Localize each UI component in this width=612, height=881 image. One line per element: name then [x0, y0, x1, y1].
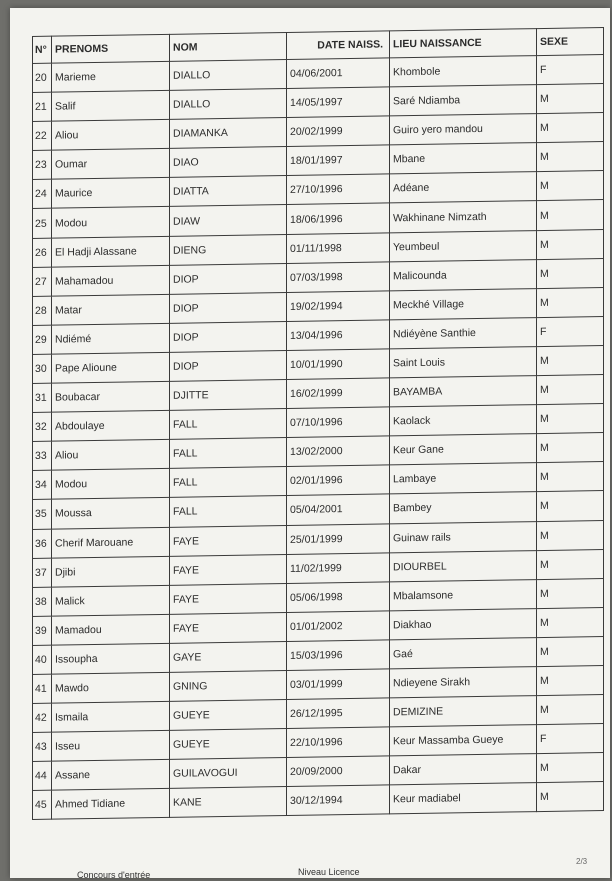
cell-sexe: M [537, 491, 604, 521]
cell-date: 20/02/1999 [287, 116, 390, 147]
cell-num: 21 [33, 92, 52, 121]
cell-sexe: M [537, 753, 604, 783]
page-number: 2/3 [576, 857, 588, 866]
cell-num: 40 [33, 645, 52, 674]
cell-nom: DIOP [170, 350, 287, 381]
cell-num: 25 [33, 209, 52, 238]
cell-prenom: Boubacar [52, 381, 170, 412]
cell-prenom: Oumar [52, 149, 170, 180]
col-header-num: N° [33, 36, 52, 63]
cell-date: 18/01/1997 [287, 145, 390, 176]
cell-prenom: Malick [52, 585, 170, 616]
cell-lieu: Guinaw rails [390, 521, 537, 552]
cell-date: 05/06/1998 [287, 582, 390, 613]
cell-prenom: Salif [52, 90, 170, 121]
cell-num: 39 [33, 616, 52, 645]
cell-num: 24 [33, 180, 52, 209]
cell-lieu: DEMIZINE [390, 696, 537, 727]
cell-nom: DIALLO [170, 89, 287, 120]
cell-sexe: F [537, 55, 604, 85]
cell-date: 03/01/1999 [287, 669, 390, 700]
cell-num: 26 [33, 238, 52, 267]
cell-nom: FAYE [170, 612, 287, 643]
cell-prenom: Matar [52, 294, 170, 325]
cell-num: 36 [33, 529, 52, 558]
cell-date: 19/02/1994 [287, 291, 390, 322]
cell-nom: DIOP [170, 263, 287, 294]
cell-lieu: BAYAMBA [390, 376, 537, 407]
cell-prenom: Aliou [52, 440, 170, 471]
cell-nom: GUEYE [170, 700, 287, 731]
cell-nom: DJITTE [170, 380, 287, 411]
cell-lieu: Keur Massamba Gueye [390, 725, 537, 756]
cell-date: 20/09/2000 [287, 756, 390, 787]
cell-prenom: Aliou [52, 120, 170, 151]
cell-sexe: M [537, 84, 604, 114]
cell-prenom: Abdoulaye [52, 410, 170, 441]
cell-date: 05/04/2001 [287, 494, 390, 525]
cell-sexe: M [537, 287, 604, 317]
cell-date: 13/02/2000 [287, 436, 390, 467]
cell-prenom: Modou [52, 207, 170, 238]
table-body [33, 55, 604, 820]
cell-sexe: F [537, 316, 604, 346]
cell-sexe: M [537, 607, 604, 637]
cell-nom: GUILAVOGUI [170, 758, 287, 789]
cell-lieu: Lambaye [390, 463, 537, 494]
cell-lieu: DIOURBEL [390, 550, 537, 581]
col-header-prenoms: PRENOMS [52, 34, 170, 63]
cell-nom: DIAW [170, 205, 287, 236]
cell-prenom: Ahmed Tidiane [52, 789, 170, 820]
cell-date: 07/03/1998 [287, 262, 390, 293]
cell-num: 35 [33, 500, 52, 529]
cell-prenom: Mamadou [52, 614, 170, 645]
cell-nom: DIOP [170, 292, 287, 323]
cell-prenom: Djibi [52, 556, 170, 587]
cell-lieu: Meckhé Village [390, 288, 537, 319]
cell-date: 10/01/1990 [287, 349, 390, 380]
cell-nom: FAYE [170, 583, 287, 614]
cell-nom: DIATTA [170, 176, 287, 207]
col-header-lieu: LIEU NAISSANCE [390, 29, 537, 58]
cell-num: 44 [33, 761, 52, 790]
cell-sexe: M [537, 549, 604, 579]
cell-lieu: Keur madiabel [390, 783, 537, 814]
col-header-date: DATE NAISS. [287, 31, 390, 60]
cell-date: 14/05/1997 [287, 87, 390, 118]
cell-nom: GUEYE [170, 729, 287, 760]
footer-level-label: Niveau Licence [298, 867, 360, 877]
cell-sexe: M [537, 404, 604, 434]
cell-prenom: Isseu [52, 730, 170, 761]
cell-nom: FALL [170, 438, 287, 469]
cell-prenom: Ndiémé [52, 323, 170, 354]
cell-lieu: Ndieyene Sirakh [390, 667, 537, 698]
cell-sexe: M [537, 200, 604, 230]
cell-lieu: Ndiéyène Santhie [390, 317, 537, 348]
cell-prenom: Issoupha [52, 643, 170, 674]
document-page [10, 8, 610, 878]
cell-date: 25/01/1999 [287, 523, 390, 554]
cell-lieu: Wakhinane Nimzath [390, 201, 537, 232]
cell-nom: FALL [170, 409, 287, 440]
cell-lieu: Gaé [390, 637, 537, 668]
cell-lieu: Dakar [390, 754, 537, 785]
cell-nom: FALL [170, 496, 287, 527]
cell-nom: DIAMANKA [170, 118, 287, 149]
cell-nom: DIAO [170, 147, 287, 178]
cell-nom: FAYE [170, 525, 287, 556]
col-header-sexe: SEXE [537, 28, 604, 56]
cell-num: 28 [33, 296, 52, 325]
cell-num: 22 [33, 121, 52, 150]
cell-sexe: M [537, 433, 604, 463]
cell-date: 16/02/1999 [287, 378, 390, 409]
cell-prenom: Mawdo [52, 672, 170, 703]
cell-num: 30 [33, 354, 52, 383]
cell-nom: FALL [170, 467, 287, 498]
cell-prenom: Maurice [52, 178, 170, 209]
cell-date: 30/12/1994 [287, 785, 390, 816]
cell-lieu: Yeumbeul [390, 230, 537, 261]
cell-sexe: M [537, 578, 604, 608]
cell-num: 34 [33, 471, 52, 500]
cell-nom: DIENG [170, 234, 287, 265]
cell-nom: GNING [170, 670, 287, 701]
cell-prenom: El Hadji Alassane [52, 236, 170, 267]
cell-sexe: M [537, 258, 604, 288]
cell-num: 33 [33, 441, 52, 470]
cell-lieu: Guiro yero mandou [390, 114, 537, 145]
cell-lieu: Bambey [390, 492, 537, 523]
cell-nom: FAYE [170, 554, 287, 585]
cell-sexe: M [537, 695, 604, 725]
cell-prenom: Marieme [52, 61, 170, 92]
cell-lieu: Saré Ndiamba [390, 85, 537, 116]
cell-lieu: Diakhao [390, 608, 537, 639]
cell-sexe: M [537, 375, 604, 405]
cell-num: 42 [33, 703, 52, 732]
cell-prenom: Mahamadou [52, 265, 170, 296]
cell-sexe: M [537, 345, 604, 375]
cell-sexe: M [537, 171, 604, 201]
cell-date: 15/03/1996 [287, 640, 390, 671]
cell-date: 02/01/1996 [287, 465, 390, 496]
cell-sexe: F [537, 724, 604, 754]
cell-sexe: M [537, 782, 604, 812]
cell-sexe: M [537, 229, 604, 259]
cell-date: 26/12/1995 [287, 698, 390, 729]
cell-date: 13/04/1996 [287, 320, 390, 351]
candidates-table [32, 27, 604, 820]
cell-lieu: Malicounda [390, 259, 537, 290]
cell-date: 07/10/1996 [287, 407, 390, 438]
cell-sexe: M [537, 142, 604, 172]
footer-exam-label: Concours d'entrée [77, 870, 151, 880]
cell-date: 11/02/1999 [287, 552, 390, 583]
cell-sexe: M [537, 520, 604, 550]
cell-lieu: Keur Gane [390, 434, 537, 465]
cell-date: 04/06/2001 [287, 58, 390, 89]
cell-prenom: Assane [52, 760, 170, 791]
cell-lieu: Mbalamsone [390, 579, 537, 610]
cell-lieu: Mbane [390, 143, 537, 174]
cell-sexe: M [537, 636, 604, 666]
cell-sexe: M [537, 462, 604, 492]
cell-lieu: Saint Louis [390, 347, 537, 378]
col-header-nom: NOM [170, 33, 287, 62]
cell-prenom: Modou [52, 469, 170, 500]
cell-sexe: M [537, 113, 604, 143]
cell-num: 31 [33, 383, 52, 412]
cell-prenom: Pape Alioune [52, 352, 170, 383]
cell-num: 20 [33, 63, 52, 92]
cell-num: 27 [33, 267, 52, 296]
cell-nom: KANE [170, 787, 287, 818]
cell-prenom: Moussa [52, 498, 170, 529]
cell-num: 29 [33, 325, 52, 354]
cell-date: 27/10/1996 [287, 174, 390, 205]
cell-date: 01/01/2002 [287, 611, 390, 642]
cell-num: 37 [33, 558, 52, 587]
cell-lieu: Adéane [390, 172, 537, 203]
cell-prenom: Ismaila [52, 701, 170, 732]
cell-num: 38 [33, 587, 52, 616]
cell-nom: GAYE [170, 641, 287, 672]
cell-prenom: Cherif Marouane [52, 527, 170, 558]
cell-num: 23 [33, 150, 52, 179]
cell-nom: DIALLO [170, 60, 287, 91]
cell-lieu: Kaolack [390, 405, 537, 436]
cell-sexe: M [537, 665, 604, 695]
cell-date: 18/06/1996 [287, 203, 390, 234]
cell-lieu: Khombole [390, 56, 537, 87]
cell-date: 22/10/1996 [287, 727, 390, 758]
cell-num: 45 [33, 791, 52, 820]
cell-num: 43 [33, 732, 52, 761]
cell-date: 01/11/1998 [287, 232, 390, 263]
cell-nom: DIOP [170, 321, 287, 352]
cell-num: 41 [33, 674, 52, 703]
cell-num: 32 [33, 412, 52, 441]
